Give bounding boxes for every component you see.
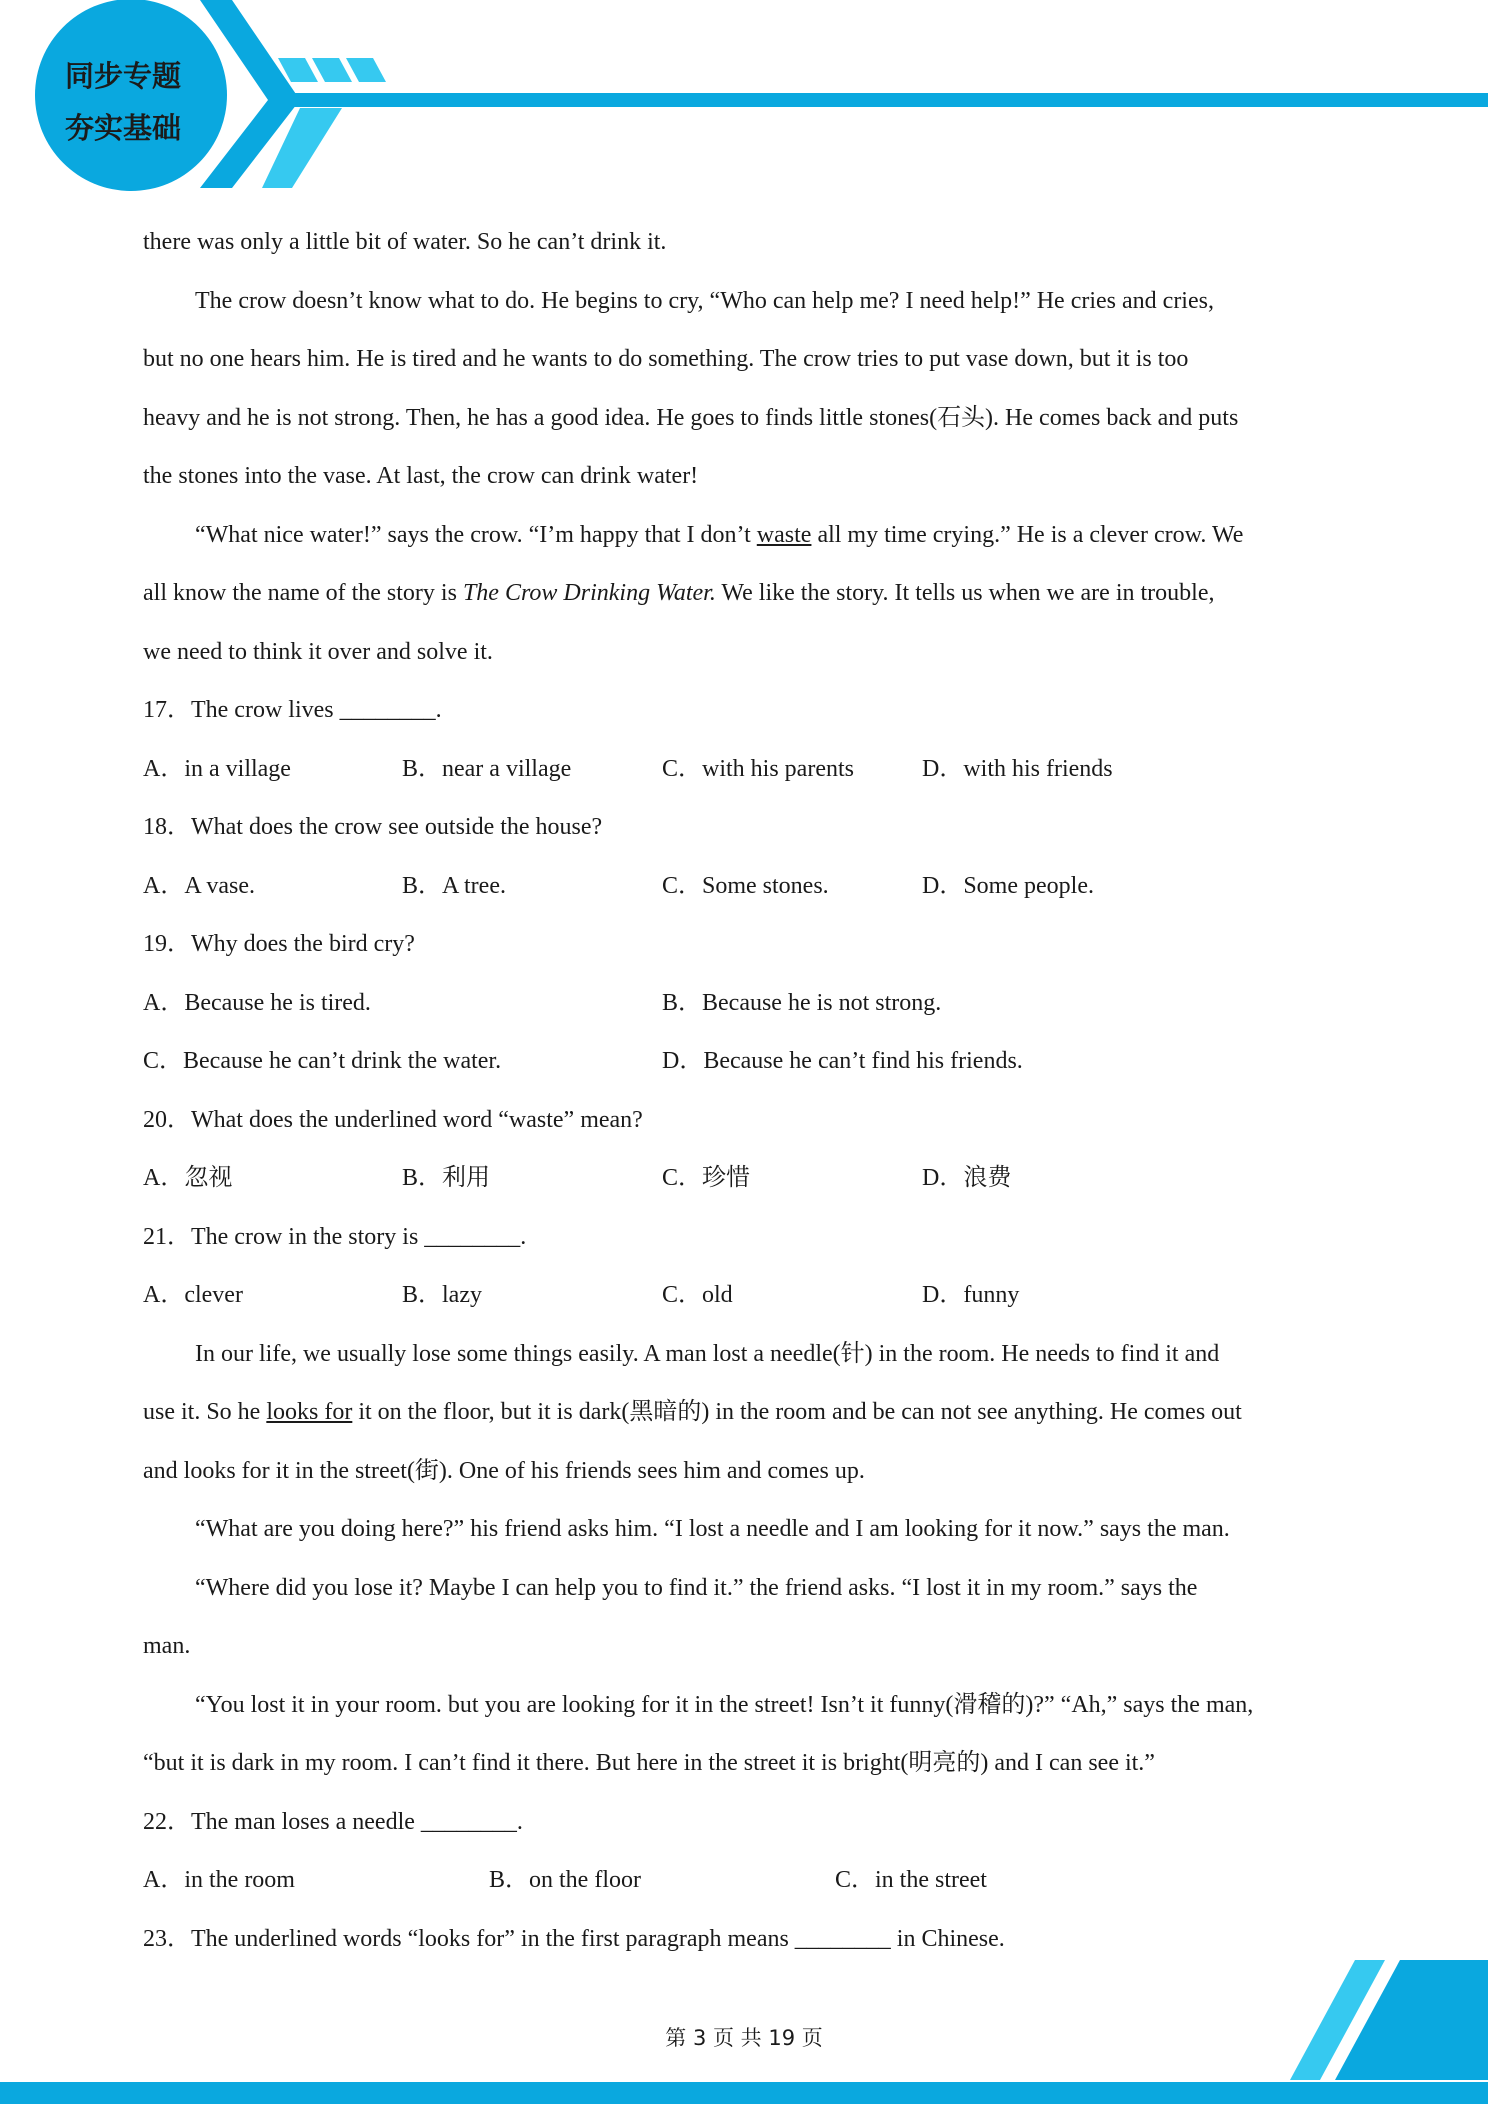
text-segment: all my time crying.” He is a clever crow. We bbox=[811, 521, 1244, 548]
passage1-paragraph-line bbox=[143, 564, 1363, 623]
option-d: D．浪费 bbox=[922, 1165, 1012, 1191]
footer-bar bbox=[0, 2082, 1488, 2104]
passage1-paragraph-line bbox=[143, 506, 1363, 565]
option-d: D．with his friends bbox=[922, 755, 1113, 782]
passage1-paragraph-line: but no one hears him. He is tired and he wants to do something. The crow tries to put vase down, but it is too bbox=[143, 346, 1189, 372]
option-a: A．忽视 bbox=[143, 1165, 233, 1191]
badge-line-2: 夯实基础 bbox=[64, 111, 181, 145]
question-18-stem: 18．What does the crow see outside the house? bbox=[143, 814, 603, 840]
passage2-line: and looks for it in the street(街). One of his friends sees him and comes up. bbox=[143, 1457, 865, 1484]
option-b: B．on the floor bbox=[489, 1867, 641, 1893]
option-b: B．Because he is not strong. bbox=[662, 989, 942, 1016]
option-b: B．利用 bbox=[402, 1165, 491, 1191]
option-d: D．funny bbox=[922, 1282, 1020, 1308]
question-18-options bbox=[143, 857, 1363, 916]
option-b: B．lazy bbox=[402, 1282, 482, 1308]
question-20-stem: 20．What does the underlined word “waste” mean? bbox=[143, 1106, 643, 1133]
option-a: A．clever bbox=[143, 1282, 243, 1308]
option-c: C．old bbox=[662, 1282, 733, 1308]
option-d: D．Because he can’t find his friends. bbox=[662, 1048, 1023, 1074]
option-c: C．Some stones. bbox=[662, 872, 829, 899]
option-b: B．A tree. bbox=[402, 872, 506, 899]
passage1-paragraph-line: the stones into the vase. At last, the crow can drink water! bbox=[143, 463, 699, 489]
passage1-paragraph-line: The crow doesn’t know what to do. He begins to cry, “Who can help me? I need help!” He cries and cries, bbox=[195, 287, 1214, 314]
passage1-paragraph-line: heavy and he is not strong. Then, he has a good idea. He goes to finds little stones(石头). He comes back and puts bbox=[143, 404, 1239, 431]
document-body bbox=[143, 213, 1363, 1968]
question-20-options bbox=[143, 1149, 1363, 1208]
passage2-line: “but it is dark in my room. I can’t find it there. But here in the street it is bright(明亮的) and I can see it.” bbox=[143, 1750, 1155, 1776]
passage2-line: “Where did you lose it? Maybe I can help you to find it.” the friend asks. “I lost it in my room.” says the bbox=[195, 1574, 1198, 1601]
header-stripe-3 bbox=[346, 58, 386, 82]
option-c: C．in the street bbox=[835, 1867, 987, 1893]
option-a: A．Because he is tired. bbox=[143, 989, 371, 1016]
header-stripe-2 bbox=[312, 58, 352, 82]
passage2-line: “You lost it in your room. but you are looking for it in the street! Isn’t it funny(滑稽的)?” “Ah,” says the man, bbox=[195, 1691, 1254, 1718]
header-bar bbox=[272, 93, 1488, 107]
option-d: D．Some people. bbox=[922, 872, 1094, 899]
option-a: A．in a village bbox=[143, 755, 291, 782]
option-b: B．near a village bbox=[402, 755, 572, 782]
passage2-line: “What are you doing here?” his friend asks him. “I lost a needle and I am looking for it now.” says the man. bbox=[195, 1516, 1230, 1542]
question-17-stem: 17．The crow lives ________. bbox=[143, 697, 442, 723]
option-c: C．Because he can’t drink the water. bbox=[143, 1048, 502, 1074]
passage2-line: In our life, we usually lose some things easily. A man lost a needle(针) in the room. He needs to find it and bbox=[195, 1340, 1220, 1367]
text-segment: We like the story. It tells us when we are in trouble, bbox=[715, 580, 1215, 606]
header-banner bbox=[0, 0, 1488, 200]
question-22-options bbox=[143, 1851, 1363, 1910]
passage2-line: man. bbox=[143, 1633, 191, 1659]
text-segment: it on the floor, but it is dark(黑暗的) in the room and be can not see anything. He comes out bbox=[352, 1399, 1242, 1425]
question-19-options-row2 bbox=[143, 1032, 1363, 1091]
badge-line-1: 同步专题 bbox=[64, 59, 181, 93]
underlined-word-waste: waste bbox=[756, 521, 812, 548]
question-19-stem: 19．Why does the bird cry? bbox=[143, 931, 415, 957]
question-21-options bbox=[143, 1266, 1363, 1325]
passage2-line bbox=[143, 1383, 1363, 1442]
question-21-stem: 21．The crow in the story is ________. bbox=[143, 1223, 527, 1250]
page-number: 第 3 页 共 19 页 bbox=[665, 2026, 823, 2050]
header-badge bbox=[38, 50, 208, 154]
question-23-stem: 23．The underlined words “looks for” in the first paragraph means ________ in Chinese. bbox=[143, 1925, 1005, 1952]
text-segment: use it. So he bbox=[143, 1399, 267, 1425]
option-c: C．珍惜 bbox=[662, 1165, 751, 1191]
story-title: The Crow Drinking Water. bbox=[462, 580, 716, 606]
text-segment: all know the name of the story is bbox=[143, 580, 463, 606]
question-22-stem: 22．The man loses a needle ________. bbox=[143, 1808, 523, 1835]
question-17-options bbox=[143, 740, 1363, 799]
option-c: C．with his parents bbox=[662, 755, 854, 782]
underlined-words-looks-for: looks for bbox=[266, 1399, 353, 1425]
passage1-paragraph-line: we need to think it over and solve it. bbox=[143, 638, 493, 665]
passage1-line: there was only a little bit of water. So he can’t drink it. bbox=[143, 229, 667, 255]
option-a: A．in the room bbox=[143, 1867, 295, 1893]
text-segment: “What nice water!” says the crow. “I’m happy that I don’t bbox=[195, 521, 757, 548]
question-19-options-row1 bbox=[143, 974, 1363, 1033]
option-a: A．A vase. bbox=[143, 872, 255, 899]
